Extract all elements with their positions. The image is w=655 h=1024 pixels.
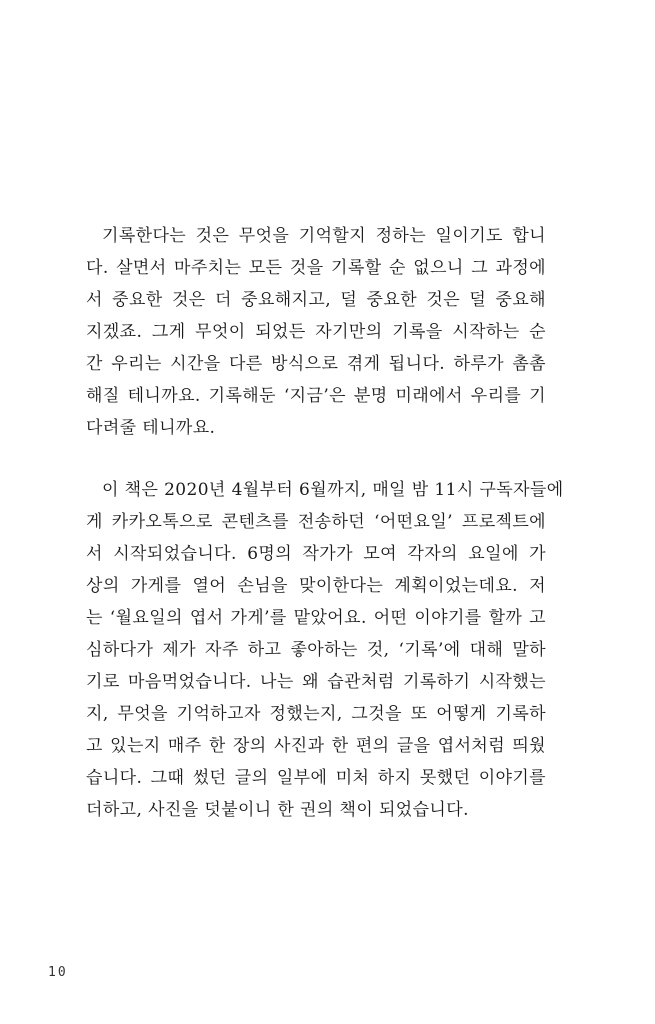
- paragraph-gap: [86, 444, 546, 474]
- page-body: [86, 220, 564, 826]
- paragraph-2: [86, 474, 564, 826]
- text-line: 이 책은 2020년 4월부터 6월까지, 매일 밤 11시 구독자들에: [102, 480, 564, 500]
- text-line: 고 있는지 매주 한 장의 사진과 한 편의 글을 엽서처럼 띄웠: [86, 736, 546, 756]
- text-line: 심하다가 제가 자주 하고 좋아하는 것, ‘기록’에 대해 말하: [86, 640, 546, 660]
- text-line: 더하고, 사진을 덧붙이니 한 권의 책이 되었습니다.: [86, 800, 469, 820]
- text-line: 해질 테니까요. 기록해둔 ‘지금’은 분명 미래에서 우리를 기: [86, 386, 546, 406]
- text-line: 서 중요한 것은 더 중요해지고, 덜 중요한 것은 덜 중요해: [86, 290, 546, 310]
- text-line: 서 시작되었습니다. 6명의 작가가 모여 각자의 요일에 가: [86, 544, 546, 564]
- text-line: 는 ‘월요일의 엽서 가게’를 맡았어요. 어떤 이야기를 할까 고: [86, 608, 546, 628]
- paragraph-1: [86, 220, 546, 444]
- text-line: 간 우리는 시간을 다른 방식으로 겪게 됩니다. 하루가 촘촘: [86, 354, 546, 374]
- text-line: 게 카카오톡으로 콘텐츠를 전송하던 ‘어떤요일’ 프로젝트에: [86, 512, 546, 532]
- page-number: 10: [48, 965, 68, 980]
- text-line: 다려줄 테니까요.: [86, 418, 216, 438]
- text-line: 다. 살면서 마주치는 모든 것을 기록할 순 없으니 그 과정에: [86, 258, 546, 278]
- text-line: 습니다. 그때 썼던 글의 일부에 미처 하지 못했던 이야기를: [86, 768, 546, 788]
- text-line: 기로 마음먹었습니다. 나는 왜 습관처럼 기록하기 시작했는: [86, 672, 546, 692]
- text-line: 지, 무엇을 기억하고자 정했는지, 그것을 또 어떻게 기록하: [86, 704, 546, 724]
- text-line: 기록한다는 것은 무엇을 기억할지 정하는 일이기도 합니: [102, 226, 546, 246]
- text-line: 지겠죠. 그게 무엇이 되었든 자기만의 기록을 시작하는 순: [86, 322, 546, 342]
- text-line: 상의 가게를 열어 손님을 맞이한다는 계획이었는데요. 저: [86, 576, 546, 596]
